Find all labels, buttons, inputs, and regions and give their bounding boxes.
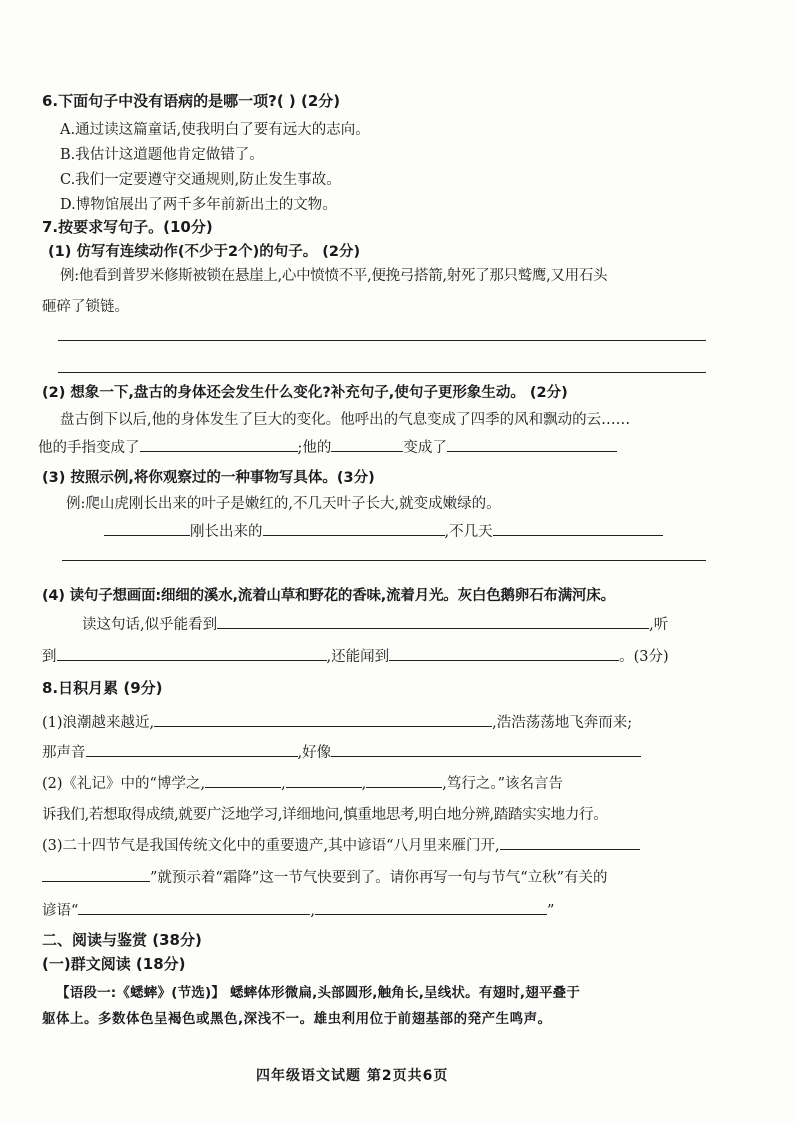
q7-4-see: 读这句话,似乎能看到	[82, 617, 218, 633]
q7-3-fill-a: 刚长出来的	[190, 524, 263, 540]
q7-2-fill-a: 他的手指变成了	[38, 440, 140, 456]
q6-option-b: B.我估计这道题他肯定做错了。	[60, 147, 264, 163]
blank[interactable]	[154, 712, 492, 727]
blank[interactable]	[389, 646, 619, 661]
q7-4-smell: ,还能闻到	[326, 649, 390, 665]
q8-1-c: 那声音	[42, 745, 86, 761]
q8-3-b: ”就预示着“霜降”这一节气快要到了。请你再写一句与节气“立秋”有关的	[150, 870, 608, 886]
q8-2-c: ,	[361, 776, 367, 792]
q7-2-fill-c: 变成了	[403, 440, 447, 456]
q8-3-d: ,	[310, 903, 316, 919]
q6-title: 6.下面句子中没有语病的是哪一项?( ) (2分)	[42, 92, 341, 110]
q7-1-example: 例:他看到普罗米修斯被锁在悬崖上,心中愤愤不平,便挽弓搭箭,射死了那只鹫鹰,又用石头	[60, 268, 608, 284]
q6-option-d: D.博物馆展出了两千多年前新出土的文物。	[60, 197, 337, 213]
page-footer: 四年级语文试题 第2页共6页	[256, 1068, 449, 1084]
q7-2-fill-line	[38, 436, 617, 457]
q7-2-fill-b: ;他的	[297, 440, 332, 456]
q8-2-line1	[42, 772, 563, 793]
section-2-title: 二、阅读与鉴赏 (38分)	[42, 931, 202, 949]
q8-3-c: 谚语“	[42, 903, 79, 919]
q7-4-line1	[82, 613, 668, 634]
q7-4-hear-start: ,听	[649, 617, 669, 633]
section-2-subtitle: (一)群文阅读 (18分)	[42, 955, 186, 973]
blank[interactable]	[366, 773, 442, 788]
q7-4-line2	[42, 645, 669, 666]
q7-4-title: (4) 读句子想画面:细细的溪水,流着山草和野花的香味,流着月光。灰白色鹅卵石布满河床。	[42, 588, 615, 604]
blank[interactable]	[140, 437, 298, 452]
answer-line[interactable]	[58, 340, 706, 341]
q6-option-a: A.通过读这篇童话,使我明白了要有远大的志向。	[60, 122, 370, 138]
q8-3-a: (3)二十四节气是我国传统文化中的重要遗产,其中谚语“八月里来雁门开,	[42, 838, 500, 854]
blank[interactable]	[263, 521, 445, 536]
blank[interactable]	[331, 742, 641, 757]
q8-1-a: (1)浪潮越来越近,	[42, 715, 155, 731]
q8-3-line2	[42, 866, 608, 887]
blank[interactable]	[217, 614, 649, 629]
q8-2-a: (2)《礼记》中的“博学之,	[42, 776, 206, 792]
q7-2-text: 盘古倒下以后,他的身体发生了巨大的变化。他呼出的气息变成了四季的风和飘动的云……	[60, 412, 631, 428]
blank[interactable]	[78, 900, 310, 915]
blank[interactable]	[104, 521, 190, 536]
q8-2-line2: 诉我们,若想取得成绩,就要广泛地学习,详细地问,慎重地思考,明白地分辨,踏踏实实地力行。	[42, 807, 608, 823]
blank[interactable]	[500, 835, 640, 850]
reading-passage-line1: 【语段一:《蟋蟀》(节选)】 蟋蟀体形微扁,头部圆形,触角长,呈线状。有翅时,翅平叠于	[56, 985, 581, 1001]
q8-3-line3	[42, 899, 554, 920]
q7-3-example: 例:爬山虎刚长出来的叶子是嫩红的,不几天叶子长大,就变成嫩绿的。	[66, 496, 501, 512]
blank[interactable]	[86, 742, 298, 757]
q7-4-hear-end: 到	[42, 649, 57, 665]
q6-option-c: C.我们一定要遵守交通规则,防止发生事故。	[60, 172, 341, 188]
q7-3-fill-b: ,不几天	[444, 524, 493, 540]
q8-1-line2	[42, 741, 641, 762]
q8-1-line1	[42, 711, 632, 732]
q8-1-b: ,浩浩荡荡地飞奔而来;	[492, 715, 633, 731]
blank[interactable]	[42, 867, 150, 882]
reading-passage-line2: 躯体上。多数体色呈褐色或黑色,深浅不一。雄虫利用位于前翅基部的発产生鸣声。	[42, 1011, 552, 1027]
q7-3-title: (3) 按照示例,将你观察过的一种事物写具体。(3分)	[42, 470, 375, 486]
q8-title: 8.日积月累 (9分)	[42, 679, 163, 697]
blank[interactable]	[493, 521, 663, 536]
q7-1-example-cont: 砸碎了锁链。	[42, 299, 129, 315]
answer-line[interactable]	[58, 372, 706, 373]
blank[interactable]	[57, 646, 327, 661]
answer-line[interactable]	[62, 560, 706, 561]
blank[interactable]	[447, 437, 617, 452]
q8-1-d: ,好像	[297, 745, 332, 761]
blank[interactable]	[315, 900, 547, 915]
q7-title: 7.按要求写句子。(10分)	[42, 218, 213, 236]
q8-3-e: ”	[547, 903, 555, 919]
q8-2-b: ,	[281, 776, 286, 792]
q8-3-line1	[42, 834, 640, 855]
q7-3-fill-line	[104, 520, 663, 541]
q7-2-title: (2) 想象一下,盘古的身体还会发生什么变化?补充句子,使句子更形象生动。 (2分)	[42, 385, 568, 401]
q8-2-d: ,笃行之。”该名言告	[442, 776, 564, 792]
q7-4-score: 。(3分)	[619, 649, 669, 665]
blank[interactable]	[286, 773, 362, 788]
blank[interactable]	[331, 437, 403, 452]
q7-1-title: (1) 仿写有连续动作(不少于2个)的句子。 (2分)	[48, 244, 361, 260]
blank[interactable]	[205, 773, 281, 788]
